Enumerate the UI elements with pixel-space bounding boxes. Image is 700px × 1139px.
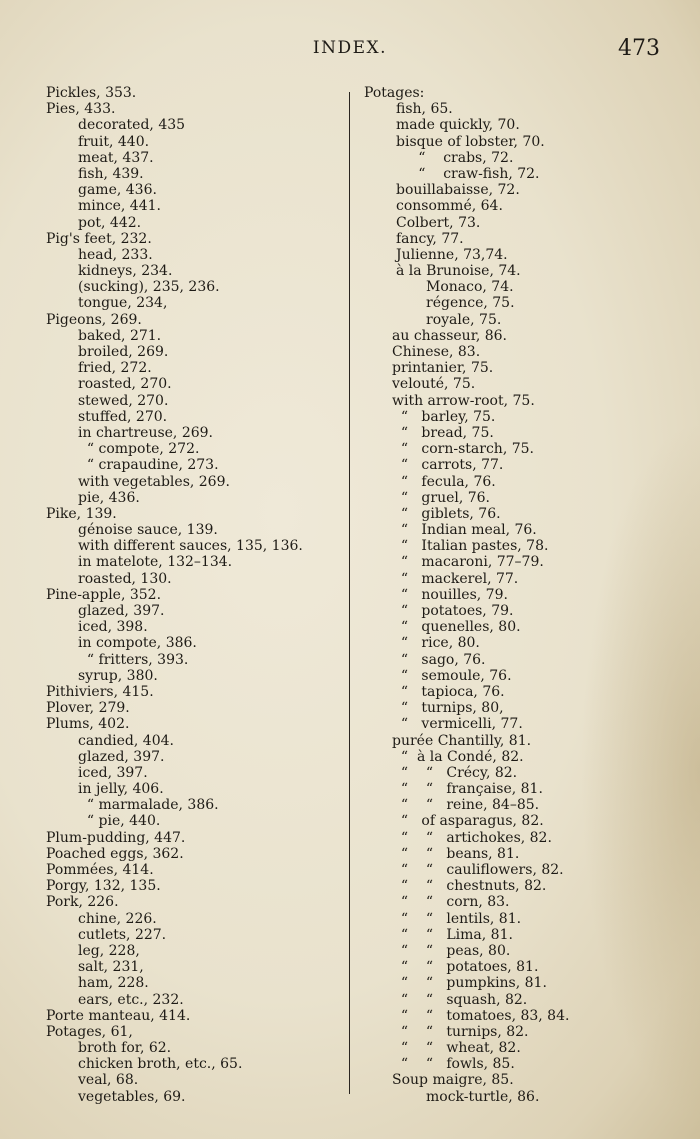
- index-heading: Plover, 279.: [46, 700, 130, 717]
- index-subentry: velouté, 75.: [392, 376, 476, 393]
- index-subentry: stuffed, 270.: [78, 408, 168, 425]
- index-column-left: [46, 85, 346, 1105]
- index-subentry: fancy, 77.: [396, 230, 464, 247]
- index-heading: Plum-pudding, 447.: [46, 829, 186, 846]
- index-heading: Porgy, 132, 135.: [46, 878, 161, 895]
- column-divider: [349, 92, 350, 1094]
- index-column-right: [364, 85, 684, 1105]
- index-subentry: “ corn-starch, 75.: [392, 441, 534, 458]
- index-subentry: “ tapioca, 76.: [392, 683, 505, 700]
- index-subentry: chicken broth, etc., 65.: [78, 1056, 243, 1073]
- index-subentry: “ “ cauliflowers, 82.: [392, 862, 564, 878]
- index-heading: Pigeons, 269.: [46, 311, 142, 328]
- index-subentry: “ of asparagus, 82.: [392, 813, 544, 830]
- index-heading: Pine-apple, 352.: [46, 586, 162, 603]
- index-subentry: “ mackerel, 77.: [392, 570, 519, 587]
- index-subentry: “ gruel, 76.: [392, 489, 491, 506]
- index-subentry: à la Brunoise, 74.: [396, 263, 521, 280]
- index-subentry: purée Chantilly, 81.: [392, 732, 532, 749]
- index-subentry: game, 436.: [78, 182, 157, 199]
- index-subentry: printanier, 75.: [392, 360, 494, 377]
- index-subentry: decorated, 435: [78, 117, 186, 134]
- index-subentry: “ “ wheat, 82.: [392, 1040, 521, 1057]
- index-subentry: génoise sauce, 139.: [78, 522, 218, 539]
- index-subentry: “ “ lentils, 81.: [392, 910, 522, 927]
- index-subentry: vegetables, 69.: [78, 1088, 186, 1105]
- index-subentry: syrup, 380.: [78, 667, 158, 684]
- index-subentry: mince, 441.: [78, 198, 161, 215]
- index-heading: Plums, 402.: [46, 716, 130, 733]
- index-subentry: broiled, 269.: [78, 344, 169, 360]
- index-subentry: “ “ potatoes, 81.: [392, 959, 539, 976]
- index-subentry: “ fecula, 76.: [392, 473, 496, 490]
- index-subentry: roasted, 270.: [78, 376, 172, 393]
- index-subentry: “ à la Condé, 82.: [392, 748, 524, 765]
- index-subentry: “ “ beans, 81.: [392, 845, 520, 862]
- index-subentry: ham, 228.: [78, 975, 149, 992]
- index-subentry: “ potatoes, 79.: [392, 603, 514, 619]
- index-heading: Poached eggs, 362.: [46, 845, 184, 862]
- index-heading: Pickles, 353.: [46, 85, 137, 101]
- index-subentry: royale, 75.: [426, 311, 502, 328]
- index-subentry: bouillabaisse, 72.: [396, 182, 520, 199]
- index-subentry: fried, 272.: [78, 360, 152, 377]
- index-heading: Pithiviers, 415.: [46, 683, 154, 700]
- index-subentry: kidneys, 234.: [78, 263, 173, 280]
- index-subentry: “ giblets, 76.: [392, 505, 501, 522]
- index-subentry: “ sago, 76.: [392, 651, 486, 668]
- index-subentry: leg, 228,: [78, 942, 140, 959]
- index-subentry: chine, 226.: [78, 910, 157, 927]
- index-subentry: “ fritters, 393.: [78, 651, 189, 668]
- index-subentry: in matelote, 132–134.: [78, 554, 233, 571]
- index-subentry: “ “ pumpkins, 81.: [392, 975, 547, 992]
- index-subentry: “ “ corn, 83.: [392, 894, 510, 911]
- index-subentry: “ “ française, 81.: [392, 781, 543, 798]
- index-subentry: “ marmalade, 386.: [78, 797, 219, 814]
- index-subentry: “ “ chestnuts, 82.: [392, 878, 547, 895]
- index-subentry: head, 233.: [78, 246, 153, 263]
- index-subentry: “ “ peas, 80.: [392, 942, 511, 959]
- index-heading: Pies, 433.: [46, 101, 116, 118]
- index-subentry: régence, 75.: [426, 295, 515, 312]
- index-heading: Porte manteau, 414.: [46, 1007, 191, 1024]
- index-subentry: with arrow-root, 75.: [392, 392, 535, 409]
- index-subentry: “ crapaudine, 273.: [78, 457, 219, 474]
- index-subentry: veal, 68.: [78, 1072, 139, 1089]
- index-subentry: with different sauces, 135, 136.: [78, 538, 303, 555]
- index-subentry: “ carrots, 77.: [392, 457, 504, 474]
- index-subentry: mock-turtle, 86.: [426, 1088, 540, 1105]
- index-subentry: Chinese, 83.: [392, 344, 481, 360]
- index-subentry: Colbert, 73.: [396, 214, 481, 231]
- index-subentry: “ crabs, 72.: [396, 149, 514, 166]
- index-subentry: “ semoule, 76.: [392, 667, 512, 684]
- index-subentry: tongue, 234,: [78, 295, 168, 312]
- index-subentry: “ craw-fish, 72.: [396, 165, 540, 182]
- index-subentry: iced, 397.: [78, 764, 148, 781]
- index-subentry: fruit, 440.: [78, 133, 150, 150]
- index-subentry: “ “ reine, 84–85.: [392, 797, 540, 814]
- index-subentry: au chasseur, 86.: [392, 327, 508, 344]
- index-subentry: made quickly, 70.: [396, 117, 520, 134]
- index-subentry: candied, 404.: [78, 732, 174, 749]
- index-subentry: pie, 436.: [78, 489, 140, 506]
- index-subentry: pot, 442.: [78, 214, 142, 231]
- index-subentry: baked, 271.: [78, 327, 162, 344]
- page-number: 473: [618, 36, 660, 61]
- index-subentry: “ “ Lima, 81.: [392, 926, 513, 943]
- index-subentry: “ rice, 80.: [392, 635, 480, 652]
- index-subentry: fish, 439.: [78, 165, 144, 182]
- index-heading: Potages, 61,: [46, 1023, 133, 1040]
- index-subentry: “ Indian meal, 76.: [392, 522, 537, 539]
- index-subentry: in jelly, 406.: [78, 781, 164, 798]
- index-subentry: “ compote, 272.: [78, 441, 200, 458]
- index-subentry: “ vermicelli, 77.: [392, 716, 523, 733]
- index-subentry: bisque of lobster, 70.: [396, 133, 545, 150]
- index-heading: Pork, 226.: [46, 894, 119, 911]
- index-subentry: fish, 65.: [396, 101, 453, 118]
- index-heading: Potages:: [364, 85, 425, 101]
- index-subentry: “ “ tomatoes, 83, 84.: [392, 1007, 570, 1024]
- index-subentry: Monaco, 74.: [426, 279, 514, 296]
- index-subentry: “ Italian pastes, 78.: [392, 538, 549, 555]
- index-subentry: (sucking), 235, 236.: [78, 279, 220, 296]
- index-subentry: “ quenelles, 80.: [392, 619, 521, 636]
- index-subentry: “ macaroni, 77–79.: [392, 554, 544, 571]
- index-subentry: “ “ Crécy, 82.: [392, 764, 518, 781]
- index-heading: Pike, 139.: [46, 505, 117, 522]
- index-subentry: ears, etc., 232.: [78, 991, 184, 1008]
- running-header: INDEX.: [312, 38, 388, 58]
- index-subentry: iced, 398.: [78, 619, 148, 636]
- index-subentry: Julienne, 73,74.: [396, 246, 508, 263]
- index-subentry: salt, 231,: [78, 959, 144, 976]
- index-subentry: broth for, 62.: [78, 1040, 172, 1057]
- index-heading: Pig's feet, 232.: [46, 230, 152, 247]
- index-subentry: cutlets, 227.: [78, 926, 167, 943]
- index-subentry: glazed, 397.: [78, 603, 165, 619]
- index-subentry: stewed, 270.: [78, 392, 169, 409]
- index-subentry: “ “ artichokes, 82.: [392, 829, 552, 846]
- index-subentry: “ “ squash, 82.: [392, 991, 528, 1008]
- index-subentry: “ turnips, 80,: [392, 700, 504, 717]
- index-subentry: “ “ fowls, 85.: [392, 1056, 515, 1073]
- index-subentry: “ bread, 75.: [392, 424, 494, 441]
- index-subentry: Soup maigre, 85.: [392, 1072, 514, 1089]
- index-subentry: “ “ turnips, 82.: [392, 1023, 529, 1040]
- index-subentry: “ pie, 440.: [78, 813, 161, 830]
- index-subentry: “ barley, 75.: [392, 408, 496, 425]
- index-subentry: consommé, 64.: [396, 198, 503, 215]
- index-subentry: in compote, 386.: [78, 635, 197, 652]
- index-subentry: roasted, 130.: [78, 570, 172, 587]
- index-subentry: meat, 437.: [78, 149, 154, 166]
- index-subentry: in chartreuse, 269.: [78, 424, 214, 441]
- index-subentry: “ nouilles, 79.: [392, 586, 508, 603]
- index-subentry: glazed, 397.: [78, 748, 165, 765]
- index-subentry: with vegetables, 269.: [78, 473, 230, 490]
- index-heading: Pommées, 414.: [46, 862, 154, 878]
